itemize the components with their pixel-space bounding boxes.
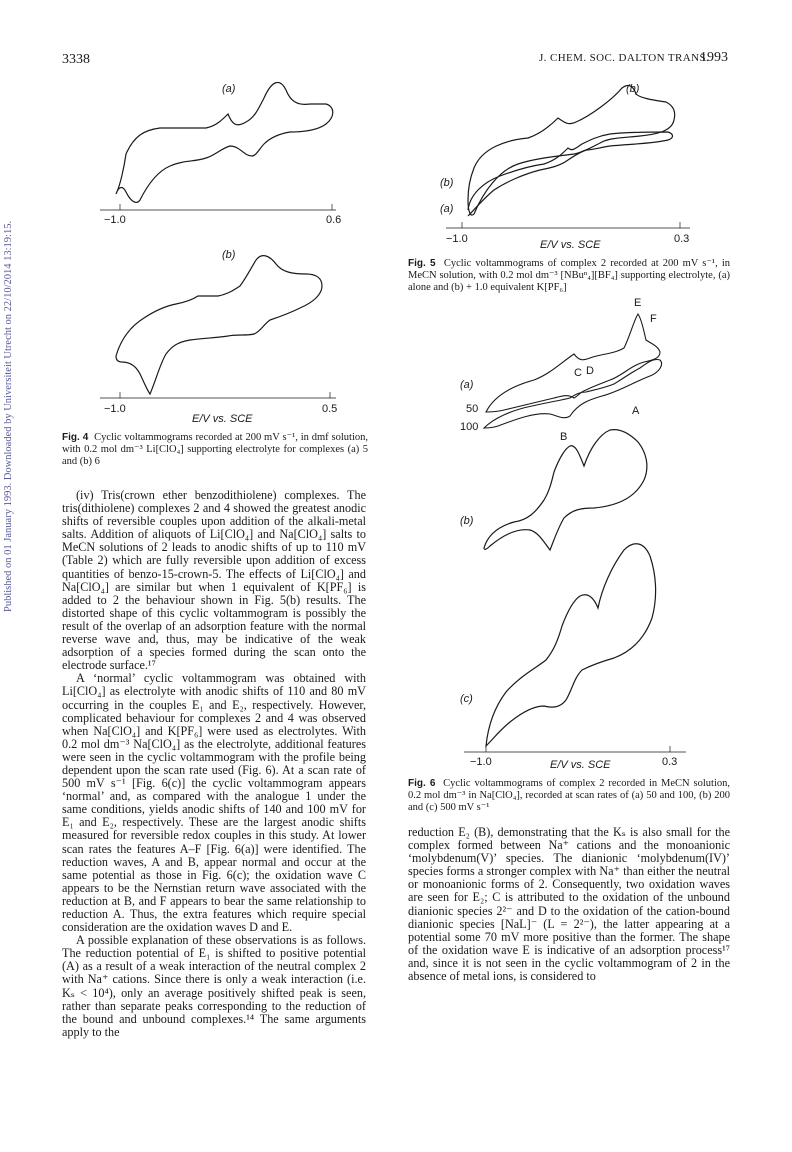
fig6-label-100: 100	[460, 421, 479, 433]
page-number: 3338	[62, 52, 90, 67]
fig4a-xtick-right: 0.6	[326, 214, 342, 226]
fig6-label-a: (a)	[460, 379, 474, 391]
fig5-curve-b	[468, 86, 675, 216]
fig4b-curve	[116, 256, 322, 394]
fig4-caption-label: Fig. 4	[62, 432, 89, 443]
left-paragraph-3: A possible explanation of these observations is as follows. The reduction potential of E₁ is shifted to positive potential (A) as a result of a weak interaction of the neutral complex 2 with Na⁺ cations. Since there is only a weak interaction (i.e. Kₛ < 10⁴), only an average positively shifted peak is seen, rather than separate peaks corresponding to the reduction of the bound and unbound complexes.¹⁴ The same arguments apply to the	[62, 933, 366, 1039]
fig4-caption-text: Cyclic voltammograms recorded at 200 mV s⁻¹, in dmf solution, with 0.2 mol dm⁻³ Li[ClO₄] supporting electrolyte for complexes (a) 5 and (b) 6	[62, 432, 368, 467]
journal-year: 1993	[700, 50, 728, 65]
fig6b-curve	[484, 430, 647, 550]
journal-name: J. CHEM. SOC. DALTON TRANS.	[539, 52, 710, 64]
fig5-axis-title: E/V vs. SCE	[540, 239, 601, 251]
fig5-xtick-right: 0.3	[674, 233, 690, 245]
fig4b-axis-title: E/V vs. SCE	[192, 413, 253, 425]
fig5-caption-text: Cyclic voltammograms of complex 2 recorded at 200 mV s⁻¹, in MeCN solution, with 0.2 mol dm⁻³ [NBuⁿ₄][BF₄] supporting electrolyte, (a) alone and (b) + 1.0 equivalent K[PF₆]	[408, 258, 730, 293]
left-paragraph-2: A ‘normal’ cyclic voltammogram was obtained with Li[ClO₄] as electrolyte with anodic shifts of 110 and 80 mV occurring in the couples E₁ and E₂, respectively. However, complicated behaviour for complexes 2 and 4 was observed when Na[ClO₄] and K[PF₆] were used as electrolytes. With 0.2 mol dm⁻³ Na[ClO₄] as the electrolyte, additional features were seen in the cyclic voltammogram with the profile being dependent upon the scan rate used (Fig. 6). At a scan rate of 500 mV s⁻¹ [Fig. 6(c)] the cyclic voltammogram appears ‘normal’ and, as compared with the analogue 1 under the same conditions, yields anodic shifts of 140 and 100 mV for E₁ and E₂, respectively. These are the largest anodic shifts measured for reversible redox couples in this study. At lower scan rates the features A–F [Fig. 6(a)] were identified. The reduction waves, A and B, appear normal and occur at the same potential as those in Fig. 6(c); the oxidation wave C appears to be the Nernstian return wave associated with the reduction at B, and F appears to bear the same relationship to reduction A. Thus, the extra features which require special consideration are the oxidation waves D and E.	[62, 671, 366, 935]
fig6-peak-E: E	[634, 297, 642, 309]
fig6-axis-title: E/V vs. SCE	[550, 759, 611, 771]
fig4-caption	[62, 432, 368, 468]
fig4a-label: (a)	[222, 83, 236, 95]
fig4b-plot	[100, 246, 360, 425]
fig6-peak-F: F	[650, 313, 657, 325]
fig6-peak-B: B	[560, 431, 568, 443]
fig6-label-c: (c)	[460, 693, 473, 705]
fig5-label-a-left: (a)	[440, 203, 454, 215]
fig6-xtick-right: 0.3	[662, 756, 678, 768]
fig4b-label: (b)	[222, 249, 236, 261]
fig5-caption	[408, 258, 730, 294]
fig6-caption	[408, 778, 730, 814]
fig5-xtick-left: −1.0	[446, 233, 468, 245]
fig5-plot	[440, 78, 700, 254]
left-paragraph-1: (iv) Tris(crown ether benzodithiolene) complexes. The tris(dithiolene) complexes 2 and 4 showed the greatest anodic shifts of reversible couples upon addition of the alkali-metal salts. Addition of aliquots of Li[ClO₄] and Na[ClO₄] salts to MeCN solutions of 2 leads to anodic shifts of up to 110 mV (Table 2) which are fully reversible upon addition of excess quantities of benzo-15-crown-5. The effects of Li[ClO₄] and Na[ClO₄] are similar but when 1 equivalent of K[PF₆] is added to 2 the behaviour shown in Fig. 5(b) results. The distorted shape of this cyclic voltammogram is possibly the result of the overlap of an adsorption feature with the normal reverse wave and, thus, may be indicative of the weak adsorption of a species formed during the scan onto the electrode surface.¹⁷	[62, 488, 366, 673]
fig6c-curve	[486, 544, 656, 746]
fig6-caption-text: Cyclic voltammograms of complex 2 recorded in MeCN solution, 0.2 mol dm⁻³ in Na[ClO₄], recorded at scan rates of (a) 50 and 100, (b) 200 and (c) 500 mV s⁻¹	[408, 778, 730, 813]
right-column-text	[408, 826, 730, 983]
fig4b-xtick-left: −1.0	[104, 403, 126, 415]
fig6-caption-label: Fig. 6	[408, 778, 436, 789]
fig5-caption-label: Fig. 5	[408, 258, 436, 269]
fig6-xtick-left: −1.0	[470, 756, 492, 768]
fig4b-xtick-right: 0.5	[322, 403, 338, 415]
fig4a-plot	[100, 76, 360, 226]
fig6-peak-D: D	[586, 365, 594, 377]
fig5-label-b-left: (b)	[440, 177, 454, 189]
fig6-label-50: 50	[466, 403, 479, 415]
fig4a-xtick-left: −1.0	[104, 214, 126, 226]
fig4a-curve	[116, 82, 333, 202]
fig6-plot	[454, 296, 694, 770]
fig6-peak-A: A	[632, 405, 640, 417]
fig6-peak-C: C	[574, 367, 582, 379]
fig5-label-b-top: (b)	[626, 83, 640, 95]
right-paragraph-1: reduction E₂ (B), demonstrating that the Kₛ is also small for the complex formed between Na⁺ cations and the monoanionic ‘molybdenum(V)’ species. The dianionic ‘molybdenum(IV)’ species forms a stronger complex with Na⁺ than either the neutral or monoanionic forms of 2. Consequently, two oxidation waves are seen for E₂; C is attributed to the oxidation of the unbound dianionic species 2²⁻ and D to the oxidation of the cation-bound dianionic species [NaL]⁻ (L = 2²⁻), the latter appearing at a potential some 70 mV more positive than the former. The shape of the oxidation wave E is indicative of an adsorption process¹⁷ and, since it is not seen in the cyclic voltammogram of 2 in the absence of metal ions, is considered to	[408, 825, 730, 984]
fig6-label-b: (b)	[460, 515, 474, 527]
left-column-text	[62, 489, 366, 1039]
fig6a-curve-100	[484, 359, 662, 428]
fig6a-curve-50	[486, 314, 660, 412]
